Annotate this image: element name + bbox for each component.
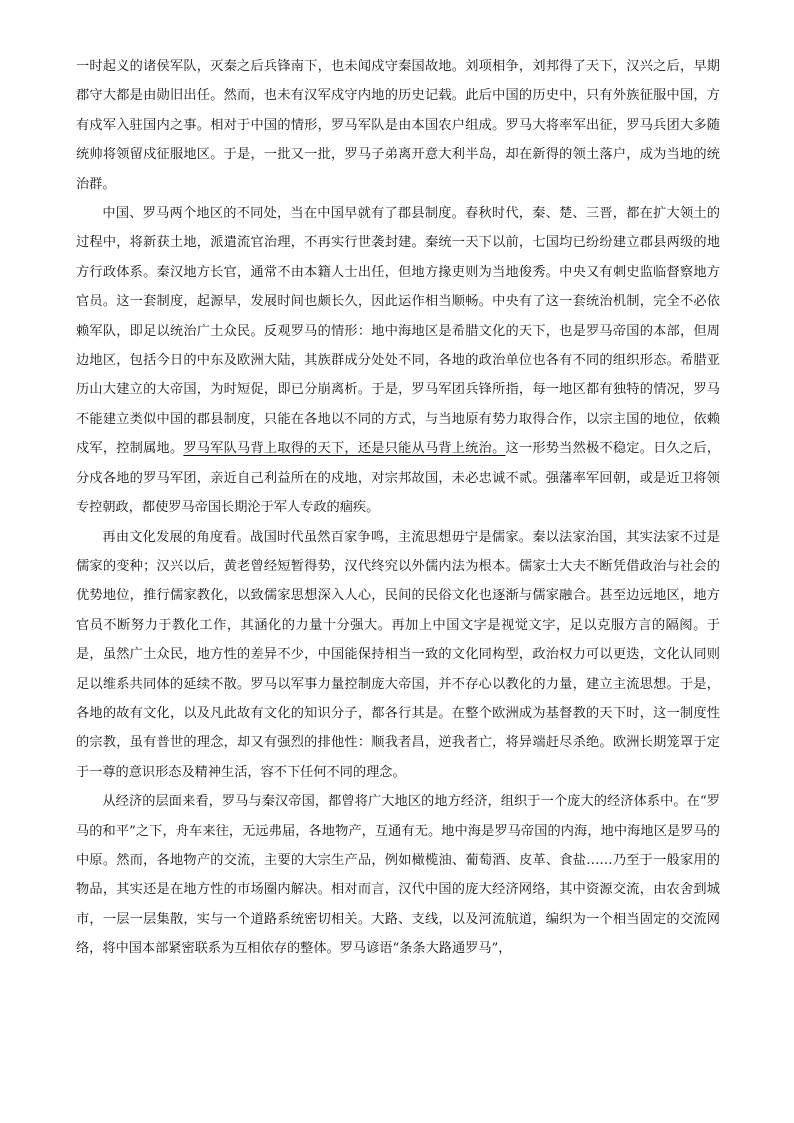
paragraph-1: 一时起义的诸侯军队，灭秦之后兵锋南下，也未闻戍守秦国故地。刘项相争，刘邦得了天下，汉兴之后，早期郡守大都是由勋旧出任。然而，也未有汉军戍守内地的历史记载。此后中国的历史中，只有外族征服中国，方有戍军入驻国内之事。相对于中国的情形，罗马军队是由本国农户组成。罗马大将率军出征，罗马兵团大多随统帅将领留戍征服地区。于是，一批又一批，罗马子弟离开意大利半岛，却在新得的领土落户，成为当地的统治群。: [76, 59, 720, 192]
paragraph-2-text-before: 中国、罗马两个地区的不同处，当在中国早就有了郡县制度。春秋时代，秦、楚、三晋，都在扩大领土的过程中，将新获土地，派遣流官治理，不再实行世袭封建。秦统一天下以前，七国均已纷纷建立郡县两级的地方行政体系。秦汉地方长官，通常不由本籍人士出任，但地方掾吏则为当地俊秀。中央又有刺史监临督察地方官员。这一套制度，起源早，发展时间也颇长久，因此运作相当顺畅。中央有了这一套统治机制，完全不必依赖军队，即足以统治广土众民。反观罗马的情形：地中海地区是希腊文化的天下，也是罗马帝国的本部，但周边地区，包括今日的中东及欧洲大陆，其族群成分处处不同，各地的政治单位也各有不同的组织形态。希腊亚历山大建立的大帝国，为时短促，即已分崩离析。于是，罗马军团兵锋所指，每一地区都有独特的情况，罗马不能建立类似中国的郡县制度，只能在各地以不同的方式，与当地原有势力取得合作，以宗主国的地位，依赖戍军，控制属地。: [76, 206, 720, 457]
underlined-sentence: 罗马军队马背上取得的天下，还是只能从马背上统治。: [183, 441, 506, 457]
document-page: [76, 52, 720, 964]
paragraph-3: 再由文化发展的角度看。战国时代虽然百家争鸣，主流思想毋宁是儒家。秦以法家治国，其实法家不过是儒家的变种；汉兴以后，黄老曾经短暂得势，汉代终究以外儒内法为根本。儒家士大夫不断凭借政治与社会的优势地位，推行儒家教化，以致儒家思想深入人心，民间的民俗文化也逐渐与儒家融合。甚至边远地区，地方官员不断努力于教化工作，其涵化的力量十分强大。再加上中国文字是视觉文字，足以克服方言的隔阂。于是，虽然广土众民，地方性的差异不少，中国能保持相当一致的文化同构型，政治权力可以更迭，文化认同则足以维系共同体的延续不散。罗马以军事力量控制庞大帝国，并不存心以教化的力量，建立主流思想。于是，各地的故有文化，以及凡此故有文化的知识分子，都各行其是。在整个欧洲成为基督教的天下时，这一制度性的宗教，虽有普世的理念，却又有强烈的排他性：顺我者昌，逆我者亡，将异端赶尽杀绝。欧洲长期笼罩于定于一尊的意识形态及精神生活，容不下任何不同的理念。: [76, 529, 720, 780]
paragraph-2: [76, 199, 720, 522]
paragraph-4: 从经济的层面来看，罗马与秦汉帝国，都曾将广大地区的地方经济，组织于一个庞大的经济体系中。在“罗马的和平”之下，舟车来往，无远弗届，各地物产，互通有无。地中海是罗马帝国的内海，地中海地区是罗马的中原。然而，各地物产的交流，主要的大宗生产品，例如橄榄油、葡萄酒、皮革、食盐……乃至于一般家用的物品，其实还是在地方性的市场圈内解决。相对而言，汉代中国的庞大经济网络，其中资源交流，由农舍到城市，一层一层集散，实与一个道路系统密切相关。大路、支线，以及河流航道，编织为一个相当固定的交流网络，将中国本部紧密联系为互相依存的整体。罗马谚语“条条大路通罗马”，: [76, 794, 720, 957]
paragraph-2-text-after: 这一形势当然极不稳定。日久之后，分戍各地的罗马军团，亲近自己利益所在的戍地，对宗邦故国，未必忠诚不贰。强藩率军回朝，或是近卫将领专控朝政，都使罗马帝国长期沦于军人专政的痼疾。: [76, 441, 721, 516]
